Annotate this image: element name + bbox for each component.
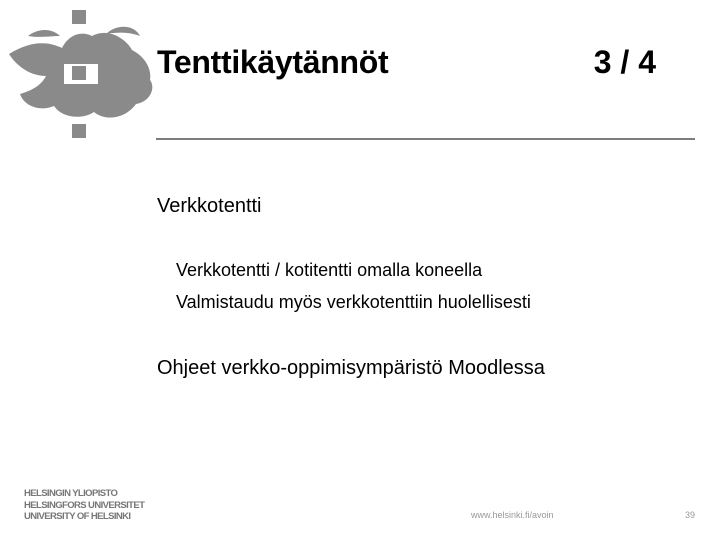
university-name-en: UNIVERSITY OF HELSINKI	[24, 511, 131, 522]
slide-title: Tenttikäytännöt	[157, 44, 389, 80]
university-name-fi: HELSINGIN YLIOPISTO	[24, 488, 118, 499]
helsinki-university-flame-logo	[6, 6, 156, 146]
bullet-level2: Valmistaudu myös verkkotenttiin huolellisesti	[176, 292, 531, 312]
university-name	[24, 488, 144, 523]
university-name-sv: HELSINGFORS UNIVERSITET	[24, 499, 145, 511]
bullet-level2: Verkkotentti / kotitentti omalla koneella	[176, 260, 483, 280]
page-number: 39	[685, 510, 696, 520]
slide-part-number: 3 / 4	[593, 44, 656, 80]
title-divider	[156, 138, 695, 140]
footer-url[interactable]: www.helsinki.fi/avoin	[471, 510, 554, 520]
bullet-level1: Verkkotentti	[157, 195, 262, 217]
bullet-level1: Ohjeet verkko-oppimisympäristö Moodlessa	[157, 357, 545, 379]
